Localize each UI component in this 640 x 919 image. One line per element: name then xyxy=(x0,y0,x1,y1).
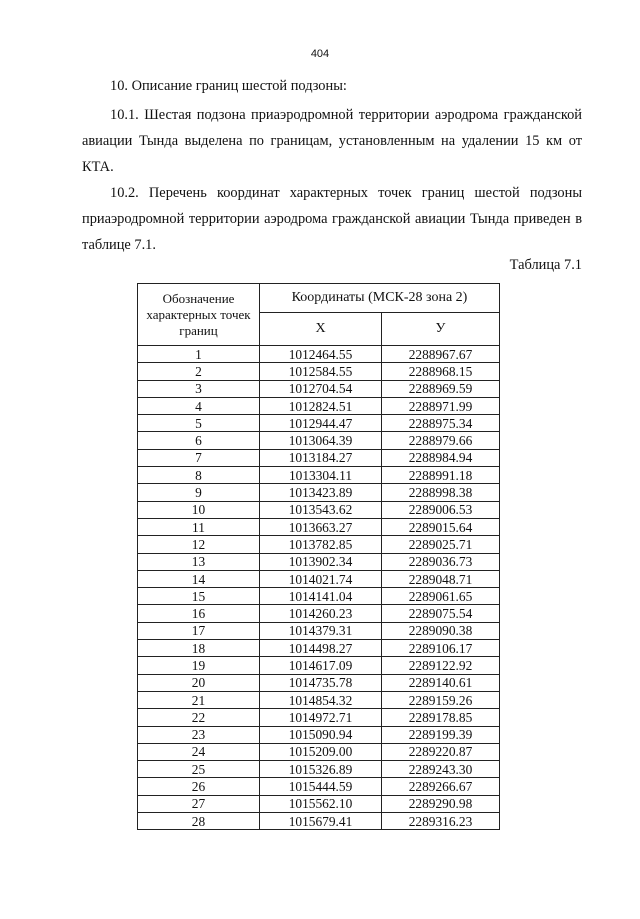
paragraph-10-1: 10.1. Шестая подзона приаэродромной территории аэродрома гражданской авиации Тында выделена по границам, установленным на удалении 15 км от КТА. xyxy=(82,107,582,175)
table-row xyxy=(138,795,500,812)
point-number-cell: 22 xyxy=(138,709,260,726)
x-coordinate-cell: 1013064.39 xyxy=(260,432,382,449)
point-number-cell: 17 xyxy=(138,622,260,639)
table-row xyxy=(138,726,500,743)
x-coordinate-cell: 1014972.71 xyxy=(260,709,382,726)
y-coordinate-cell: 2289015.64 xyxy=(382,518,500,535)
point-number-cell: 20 xyxy=(138,674,260,691)
point-number-cell: 11 xyxy=(138,518,260,535)
x-coordinate-cell: 1014141.04 xyxy=(260,588,382,605)
y-coordinate-cell: 2289122.92 xyxy=(382,657,500,674)
table-row xyxy=(138,605,500,622)
point-number-cell: 4 xyxy=(138,397,260,414)
x-coordinate-cell: 1014260.23 xyxy=(260,605,382,622)
y-coordinate-cell: 2289290.98 xyxy=(382,795,500,812)
page-number: 404 xyxy=(310,48,330,60)
coordinates-group-header: Координаты (МСК-28 зона 2) xyxy=(260,284,500,313)
x-coordinate-cell: 1013543.62 xyxy=(260,501,382,518)
y-coordinate-cell: 2289266.67 xyxy=(382,778,500,795)
y-coordinate-cell: 2289090.38 xyxy=(382,622,500,639)
table-row xyxy=(138,467,500,484)
section-heading: 10. Описание границ шестой подзоны: xyxy=(110,78,347,94)
point-number-cell: 27 xyxy=(138,795,260,812)
x-coordinate-cell: 1012464.55 xyxy=(260,346,382,363)
x-coordinate-cell: 1014617.09 xyxy=(260,657,382,674)
point-number-cell: 10 xyxy=(138,501,260,518)
table-row xyxy=(138,536,500,553)
x-coordinate-cell: 1012584.55 xyxy=(260,363,382,380)
table-row xyxy=(138,778,500,795)
x-coordinate-cell: 1012704.54 xyxy=(260,380,382,397)
table-row xyxy=(138,363,500,380)
y-coordinate-cell: 2288969.59 xyxy=(382,380,500,397)
table-row xyxy=(138,432,500,449)
table-row xyxy=(138,709,500,726)
y-coordinate-cell: 2288967.67 xyxy=(382,346,500,363)
x-coordinate-cell: 1013184.27 xyxy=(260,449,382,466)
table-row xyxy=(138,622,500,639)
x-coordinate-cell: 1013782.85 xyxy=(260,536,382,553)
y-column-header: У xyxy=(382,313,500,346)
x-coordinate-cell: 1013423.89 xyxy=(260,484,382,501)
point-number-cell: 18 xyxy=(138,640,260,657)
point-number-cell: 7 xyxy=(138,449,260,466)
y-coordinate-cell: 2289243.30 xyxy=(382,761,500,778)
x-coordinate-cell: 1013663.27 xyxy=(260,518,382,535)
x-coordinate-cell: 1015090.94 xyxy=(260,726,382,743)
table-row xyxy=(138,501,500,518)
table-body xyxy=(138,346,500,830)
y-coordinate-cell: 2289025.71 xyxy=(382,536,500,553)
point-number-cell: 2 xyxy=(138,363,260,380)
table-row xyxy=(138,691,500,708)
designation-header: Обозначение характерных точек границ xyxy=(138,284,260,346)
x-coordinate-cell: 1012824.51 xyxy=(260,397,382,414)
point-number-cell: 5 xyxy=(138,415,260,432)
y-coordinate-cell: 2288984.94 xyxy=(382,449,500,466)
x-coordinate-cell: 1012944.47 xyxy=(260,415,382,432)
point-number-cell: 23 xyxy=(138,726,260,743)
point-number-cell: 9 xyxy=(138,484,260,501)
table-row xyxy=(138,484,500,501)
point-number-cell: 24 xyxy=(138,743,260,760)
x-coordinate-cell: 1014021.74 xyxy=(260,570,382,587)
y-coordinate-cell: 2289006.53 xyxy=(382,501,500,518)
point-number-cell: 14 xyxy=(138,570,260,587)
y-coordinate-cell: 2289220.87 xyxy=(382,743,500,760)
y-coordinate-cell: 2289199.39 xyxy=(382,726,500,743)
table-row xyxy=(138,813,500,830)
point-number-cell: 25 xyxy=(138,761,260,778)
y-coordinate-cell: 2289316.23 xyxy=(382,813,500,830)
y-coordinate-cell: 2288975.34 xyxy=(382,415,500,432)
y-coordinate-cell: 2288998.38 xyxy=(382,484,500,501)
table-row xyxy=(138,640,500,657)
table-row xyxy=(138,657,500,674)
coordinates-table xyxy=(137,283,500,830)
x-column-header: X xyxy=(260,313,382,346)
point-number-cell: 19 xyxy=(138,657,260,674)
y-coordinate-cell: 2288991.18 xyxy=(382,467,500,484)
y-coordinate-cell: 2289178.85 xyxy=(382,709,500,726)
point-number-cell: 8 xyxy=(138,467,260,484)
table-row xyxy=(138,380,500,397)
table-row xyxy=(138,674,500,691)
paragraph-10-2: 10.2. Перечень координат характерных точек границ шестой подзоны приаэродромной территории аэродрома гражданской авиации Тында приведен в таблице 7.1. xyxy=(82,185,582,253)
point-number-cell: 6 xyxy=(138,432,260,449)
y-coordinate-cell: 2289140.61 xyxy=(382,674,500,691)
y-coordinate-cell: 2289048.71 xyxy=(382,570,500,587)
x-coordinate-cell: 1014498.27 xyxy=(260,640,382,657)
table-row xyxy=(138,743,500,760)
table-caption: Таблица 7.1 xyxy=(509,257,582,273)
x-coordinate-cell: 1015326.89 xyxy=(260,761,382,778)
y-coordinate-cell: 2288979.66 xyxy=(382,432,500,449)
x-coordinate-cell: 1014379.31 xyxy=(260,622,382,639)
y-coordinate-cell: 2288971.99 xyxy=(382,397,500,414)
point-number-cell: 16 xyxy=(138,605,260,622)
table-row xyxy=(138,570,500,587)
x-coordinate-cell: 1015444.59 xyxy=(260,778,382,795)
table-row xyxy=(138,518,500,535)
table-row xyxy=(138,449,500,466)
table-row xyxy=(138,346,500,363)
y-coordinate-cell: 2289036.73 xyxy=(382,553,500,570)
table-row xyxy=(138,397,500,414)
y-coordinate-cell: 2289061.65 xyxy=(382,588,500,605)
x-coordinate-cell: 1014854.32 xyxy=(260,691,382,708)
y-coordinate-cell: 2289106.17 xyxy=(382,640,500,657)
point-number-cell: 1 xyxy=(138,346,260,363)
x-coordinate-cell: 1014735.78 xyxy=(260,674,382,691)
y-coordinate-cell: 2288968.15 xyxy=(382,363,500,380)
table-row xyxy=(138,553,500,570)
y-coordinate-cell: 2289075.54 xyxy=(382,605,500,622)
point-number-cell: 15 xyxy=(138,588,260,605)
y-coordinate-cell: 2289159.26 xyxy=(382,691,500,708)
x-coordinate-cell: 1015209.00 xyxy=(260,743,382,760)
table-row xyxy=(138,588,500,605)
table-row xyxy=(138,415,500,432)
x-coordinate-cell: 1015562.10 xyxy=(260,795,382,812)
table-row xyxy=(138,761,500,778)
point-number-cell: 12 xyxy=(138,536,260,553)
point-number-cell: 26 xyxy=(138,778,260,795)
x-coordinate-cell: 1015679.41 xyxy=(260,813,382,830)
x-coordinate-cell: 1013902.34 xyxy=(260,553,382,570)
point-number-cell: 13 xyxy=(138,553,260,570)
table-header-row xyxy=(138,284,500,313)
point-number-cell: 28 xyxy=(138,813,260,830)
point-number-cell: 3 xyxy=(138,380,260,397)
x-coordinate-cell: 1013304.11 xyxy=(260,467,382,484)
point-number-cell: 21 xyxy=(138,691,260,708)
